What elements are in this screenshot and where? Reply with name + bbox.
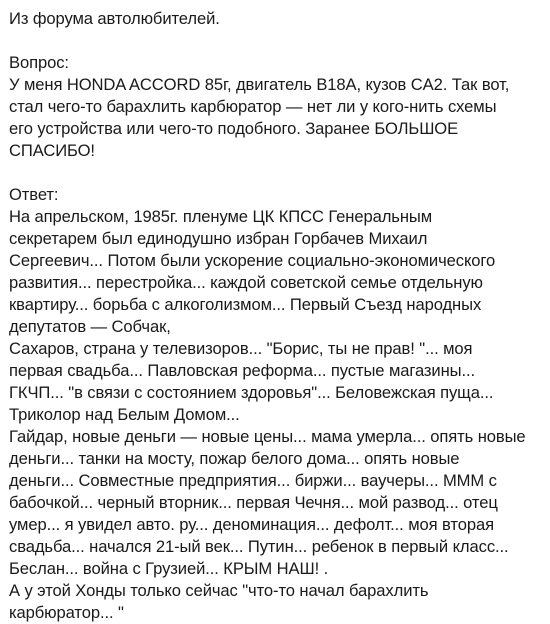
answer-label: Ответ:: [9, 185, 59, 204]
answer-line: квартиру... борьба с алкоголизмом... Первый Съезд народных: [9, 295, 482, 314]
answer-line: умер... я увидел авто. ру... деноминация... дефолт... моя вторая: [9, 515, 494, 534]
answer-line: Триколор над Белым Домом...: [9, 405, 240, 424]
question-line: его устройства или чего-то подобного. Заранее БОЛЬШОЕ: [9, 119, 459, 138]
answer-line: Гайдар, новые деньги — новые цены... мама умерла... опять новые: [9, 427, 526, 446]
answer-block: [9, 184, 545, 624]
question-line: стал чего-то барахлить карбюратор — нет ли у кого-нить схемы: [9, 97, 497, 116]
answer-line: депутатов — Собчак,: [9, 317, 171, 336]
answer-line: Сахаров, страна у телевизоров... "Борис, ты не прав! "... моя: [9, 339, 473, 358]
answer-line: деньги... танки на мосту, пожар белого дома... опять новые: [9, 449, 460, 468]
question-line: У меня HONDA ACCORD 85г, двигатель B18A, кузов CA2. Так вот,: [9, 75, 510, 94]
answer-line: ГКЧП... "в связи с состоянием здоровья"... Беловежская пуща...: [9, 383, 494, 402]
answer-line: развития... перестройка... каждой советской семье отдельную: [9, 273, 483, 292]
forum-post: [9, 8, 545, 624]
post-header: Из форума автолюбителей.: [9, 9, 220, 28]
answer-line: А у этой Хонды только сейчас "что-то начал барахлить: [9, 581, 429, 600]
answer-line: карбюратор... ": [9, 603, 124, 622]
answer-line: первая свадьба... Павловская реформа... пустые магазины...: [9, 361, 476, 380]
spacer: [9, 162, 545, 184]
answer-line: На апрельском, 1985г. пленуме ЦК КПСС Генеральным: [9, 207, 433, 226]
answer-line: Сергеевич... Потом были ускорение социально-экономического: [9, 251, 496, 270]
answer-line: свадьба... начался 21-ый век... Путин... ребенок в первый класс...: [9, 537, 509, 556]
question-block: [9, 52, 545, 162]
answer-line: секретарем был единодушно избран Горбачев Михаил: [9, 229, 428, 248]
question-label: Вопрос:: [9, 53, 69, 72]
question-line: СПАСИБО!: [9, 141, 95, 160]
spacer: [9, 30, 545, 52]
answer-line: деньги... Совместные предприятия... биржи... ваучеры... МММ с: [9, 471, 497, 490]
answer-line: Беслан... война с Грузией... КРЫМ НАШ! .: [9, 559, 329, 578]
answer-line: бабочкой... черный вторник... первая Чечня... мой развод... отец: [9, 493, 498, 512]
